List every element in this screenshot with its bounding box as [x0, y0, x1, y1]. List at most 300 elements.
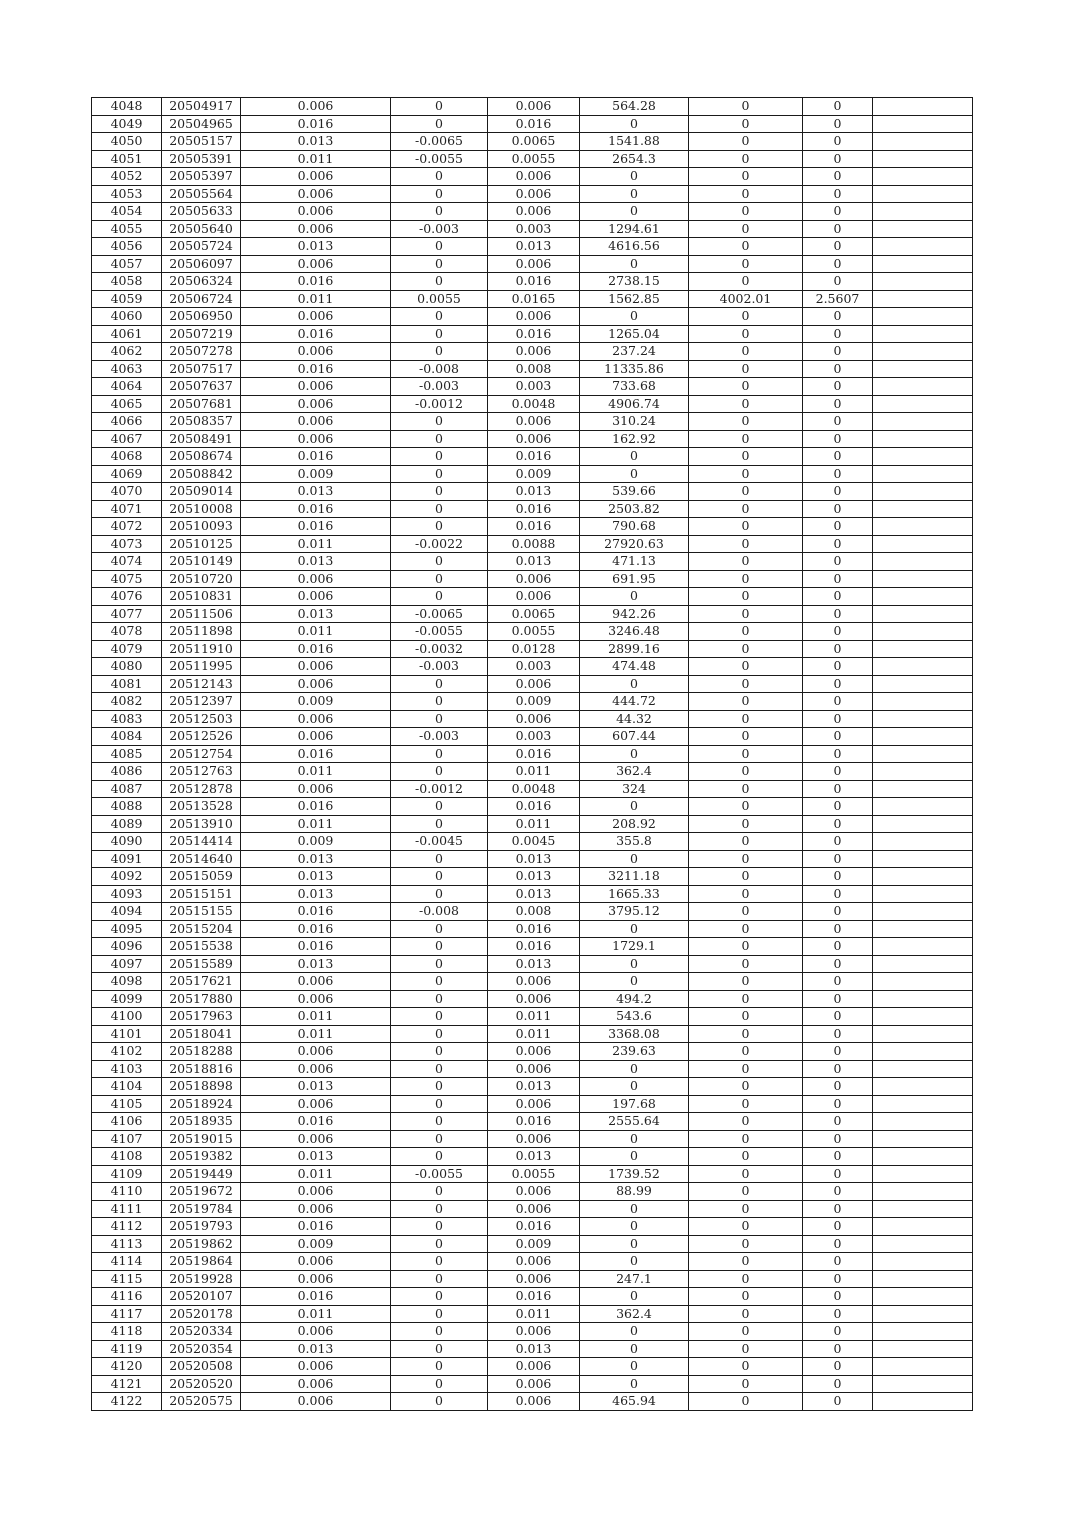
table-cell: 0 — [391, 483, 488, 501]
table-cell: 4107 — [92, 1130, 162, 1148]
table-cell: 4078 — [92, 623, 162, 641]
table-row — [92, 133, 973, 151]
table-cell: 0.006 — [488, 675, 580, 693]
table-cell — [873, 955, 973, 973]
table-cell: 0.011 — [241, 1165, 391, 1183]
table-cell — [873, 833, 973, 851]
table-cell: 20509014 — [162, 483, 241, 501]
table-cell: 0.006 — [241, 168, 391, 186]
table-row — [92, 465, 973, 483]
table-cell: 4092 — [92, 868, 162, 886]
table-cell: 4061 — [92, 325, 162, 343]
table-cell: 0 — [689, 623, 803, 641]
table-cell: 0.006 — [241, 588, 391, 606]
table-cell: 0 — [689, 640, 803, 658]
table-cell: 162.92 — [580, 430, 689, 448]
table-cell: 20515059 — [162, 868, 241, 886]
table-cell: 0 — [803, 588, 873, 606]
table-cell: 0 — [689, 413, 803, 431]
table-cell: 0 — [391, 1218, 488, 1236]
table-cell: 0.0048 — [488, 780, 580, 798]
table-cell: 2738.15 — [580, 273, 689, 291]
table-cell — [873, 535, 973, 553]
table-cell: 0.013 — [241, 553, 391, 571]
table-row — [92, 1270, 973, 1288]
table-cell — [873, 238, 973, 256]
table-cell: 0.013 — [488, 955, 580, 973]
table-cell: 20514414 — [162, 833, 241, 851]
table-cell: 0.006 — [241, 710, 391, 728]
table-cell: 0 — [391, 675, 488, 693]
table-cell — [873, 1200, 973, 1218]
table-cell: 0 — [689, 833, 803, 851]
table-cell: 0.011 — [488, 815, 580, 833]
table-cell: 0.006 — [241, 728, 391, 746]
table-cell: -0.0032 — [391, 640, 488, 658]
table-cell: 4096 — [92, 938, 162, 956]
table-cell: 4064 — [92, 378, 162, 396]
table-row — [92, 1130, 973, 1148]
table-cell: 0.013 — [241, 605, 391, 623]
table-cell: 0 — [391, 1060, 488, 1078]
table-cell: 0 — [689, 658, 803, 676]
table-cell — [873, 1270, 973, 1288]
table-cell: 564.28 — [580, 98, 689, 116]
table-row — [92, 850, 973, 868]
table-row — [92, 1183, 973, 1201]
table-cell: 362.4 — [580, 763, 689, 781]
table-cell — [873, 710, 973, 728]
table-cell: 0 — [803, 535, 873, 553]
table-cell: 0 — [391, 1148, 488, 1166]
table-cell: 0 — [803, 833, 873, 851]
table-cell: 0 — [803, 728, 873, 746]
table-cell: 0 — [689, 1043, 803, 1061]
table-cell: 0 — [803, 518, 873, 536]
table-cell — [873, 815, 973, 833]
table-row — [92, 780, 973, 798]
table-cell — [873, 115, 973, 133]
table-cell — [873, 273, 973, 291]
table-row — [92, 430, 973, 448]
table-cell: 0 — [580, 1323, 689, 1341]
table-cell: 942.26 — [580, 605, 689, 623]
table-cell: 0.006 — [488, 1393, 580, 1411]
table-cell: 0 — [803, 1130, 873, 1148]
table-cell: 0 — [803, 1235, 873, 1253]
table-row — [92, 763, 973, 781]
table-cell: 3368.08 — [580, 1025, 689, 1043]
table-cell: 0 — [391, 500, 488, 518]
table-cell: 20518288 — [162, 1043, 241, 1061]
table-row — [92, 115, 973, 133]
table-cell: 2.5607 — [803, 290, 873, 308]
table-cell: 20517621 — [162, 973, 241, 991]
table-cell: 0 — [803, 955, 873, 973]
table-cell: 0 — [391, 185, 488, 203]
table-cell — [873, 395, 973, 413]
table-cell — [873, 150, 973, 168]
table-cell: 20514640 — [162, 850, 241, 868]
table-cell: 0.006 — [241, 1358, 391, 1376]
table-cell: 0.016 — [241, 115, 391, 133]
table-cell: 0 — [689, 168, 803, 186]
table-cell: 0.011 — [488, 763, 580, 781]
table-cell: 4062 — [92, 343, 162, 361]
table-cell: 1562.85 — [580, 290, 689, 308]
table-cell: 0 — [803, 1200, 873, 1218]
table-cell — [873, 360, 973, 378]
table-cell: 0 — [803, 168, 873, 186]
table-cell: 0 — [391, 343, 488, 361]
table-cell — [873, 623, 973, 641]
table-cell: 0 — [803, 850, 873, 868]
table-cell: 0.016 — [488, 745, 580, 763]
table-cell: 20520508 — [162, 1358, 241, 1376]
table-row — [92, 903, 973, 921]
table-cell: 4072 — [92, 518, 162, 536]
table-cell: 0 — [689, 1078, 803, 1096]
table-cell: 20518816 — [162, 1060, 241, 1078]
table-cell: 0 — [689, 430, 803, 448]
table-cell: 0 — [689, 115, 803, 133]
table-cell: 0 — [803, 255, 873, 273]
table-cell: 20512878 — [162, 780, 241, 798]
table-cell — [873, 780, 973, 798]
table-cell: 4097 — [92, 955, 162, 973]
table-body — [92, 98, 973, 1411]
table-cell: 0 — [391, 448, 488, 466]
table-row — [92, 1235, 973, 1253]
table-cell: 0 — [803, 1253, 873, 1271]
table-cell: 4906.74 — [580, 395, 689, 413]
table-cell: 0 — [689, 973, 803, 991]
table-cell: 4084 — [92, 728, 162, 746]
table-cell: 20510125 — [162, 535, 241, 553]
table-row — [92, 1253, 973, 1271]
table-row — [92, 1008, 973, 1026]
table-cell: 0.006 — [488, 1183, 580, 1201]
table-cell: 0.013 — [488, 868, 580, 886]
table-cell: 4105 — [92, 1095, 162, 1113]
table-cell: 0.0055 — [488, 623, 580, 641]
table-cell: 0.016 — [241, 448, 391, 466]
table-cell: 0 — [689, 1113, 803, 1131]
table-cell: 0 — [689, 1148, 803, 1166]
table-cell: 0.0048 — [488, 395, 580, 413]
table-row — [92, 938, 973, 956]
table-cell: 0 — [803, 920, 873, 938]
table-cell: 0.013 — [241, 238, 391, 256]
table-cell: 0 — [391, 465, 488, 483]
table-cell — [873, 448, 973, 466]
table-cell: 0 — [391, 570, 488, 588]
table-cell: 0 — [803, 1113, 873, 1131]
table-cell: 0 — [803, 273, 873, 291]
table-cell: 0.006 — [488, 588, 580, 606]
table-cell — [873, 220, 973, 238]
table-cell: 0 — [580, 1375, 689, 1393]
table-cell: 0.016 — [488, 115, 580, 133]
table-cell: 0.006 — [241, 658, 391, 676]
table-cell: 0 — [689, 1340, 803, 1358]
table-cell: -0.0055 — [391, 1165, 488, 1183]
table-row — [92, 1375, 973, 1393]
table-cell: 0.006 — [488, 990, 580, 1008]
table-cell — [873, 868, 973, 886]
table-cell: 0 — [803, 798, 873, 816]
table-cell: 0 — [689, 255, 803, 273]
table-cell: 4087 — [92, 780, 162, 798]
table-cell: 4115 — [92, 1270, 162, 1288]
table-cell: 0.013 — [488, 885, 580, 903]
table-cell: -0.0012 — [391, 780, 488, 798]
table-cell: 4086 — [92, 763, 162, 781]
table-cell: -0.0055 — [391, 623, 488, 641]
table-cell — [873, 1375, 973, 1393]
table-cell: 0.006 — [488, 413, 580, 431]
table-cell: 0.016 — [488, 518, 580, 536]
table-cell: 0.0128 — [488, 640, 580, 658]
table-cell — [873, 605, 973, 623]
table-cell: 0 — [580, 465, 689, 483]
table-cell: 4091 — [92, 850, 162, 868]
table-cell: 4048 — [92, 98, 162, 116]
table-cell: 0 — [689, 1095, 803, 1113]
table-row — [92, 325, 973, 343]
table-cell: 4120 — [92, 1358, 162, 1376]
table-cell: 20507219 — [162, 325, 241, 343]
table-cell — [873, 1323, 973, 1341]
table-row — [92, 815, 973, 833]
table-cell: 20520178 — [162, 1305, 241, 1323]
table-cell: 0 — [803, 815, 873, 833]
table-cell: 0 — [391, 1253, 488, 1271]
table-cell: 0 — [803, 1008, 873, 1026]
table-cell: 20512526 — [162, 728, 241, 746]
table-cell: 20519015 — [162, 1130, 241, 1148]
table-cell: 0 — [689, 500, 803, 518]
table-cell: 0.006 — [241, 220, 391, 238]
table-row — [92, 1165, 973, 1183]
table-cell: 0 — [391, 1025, 488, 1043]
table-cell: 20519672 — [162, 1183, 241, 1201]
table-cell: 0 — [689, 1305, 803, 1323]
table-cell: 0.011 — [241, 623, 391, 641]
table-row — [92, 1113, 973, 1131]
table-cell: 0.006 — [488, 1060, 580, 1078]
table-cell: 0.006 — [241, 1270, 391, 1288]
table-cell — [873, 553, 973, 571]
table-row — [92, 1323, 973, 1341]
table-cell: 0.016 — [241, 640, 391, 658]
table-row — [92, 885, 973, 903]
table-cell: 0 — [391, 1043, 488, 1061]
table-cell: 4063 — [92, 360, 162, 378]
table-cell: 0.011 — [241, 535, 391, 553]
table-cell: 0.013 — [488, 238, 580, 256]
table-cell: 539.66 — [580, 483, 689, 501]
table-cell: 0.016 — [241, 938, 391, 956]
table-cell: 0.006 — [488, 308, 580, 326]
table-cell: 0 — [580, 448, 689, 466]
table-cell: 20510008 — [162, 500, 241, 518]
table-row — [92, 518, 973, 536]
table-cell: 0 — [391, 815, 488, 833]
table-row — [92, 203, 973, 221]
table-cell: 0 — [689, 133, 803, 151]
table-cell: 0.006 — [241, 1200, 391, 1218]
table-cell: 0 — [689, 220, 803, 238]
table-cell: 0.0165 — [488, 290, 580, 308]
table-cell: 20515538 — [162, 938, 241, 956]
table-row — [92, 413, 973, 431]
table-cell: 0 — [580, 1078, 689, 1096]
table-cell: 20515151 — [162, 885, 241, 903]
table-cell: 4081 — [92, 675, 162, 693]
table-cell: 0 — [580, 1288, 689, 1306]
table-cell: 0 — [689, 1393, 803, 1411]
table-row — [92, 588, 973, 606]
table-cell: 0.006 — [488, 203, 580, 221]
table-cell: 0 — [391, 885, 488, 903]
table-cell: 0.006 — [241, 255, 391, 273]
table-cell: 0.006 — [241, 675, 391, 693]
table-cell: 4088 — [92, 798, 162, 816]
table-cell: 20520107 — [162, 1288, 241, 1306]
table-cell: 4112 — [92, 1218, 162, 1236]
table-cell — [873, 728, 973, 746]
table-row — [92, 605, 973, 623]
table-cell: 0 — [391, 1113, 488, 1131]
table-cell: 0 — [391, 168, 488, 186]
table-cell: 0 — [689, 238, 803, 256]
table-cell: 0 — [391, 1270, 488, 1288]
table-cell: 3795.12 — [580, 903, 689, 921]
table-row — [92, 833, 973, 851]
table-row — [92, 1148, 973, 1166]
table-cell: 4110 — [92, 1183, 162, 1201]
table-cell: 0 — [689, 920, 803, 938]
table-cell: 0.016 — [241, 518, 391, 536]
table-cell: 0.016 — [488, 1113, 580, 1131]
table-cell: 0.016 — [488, 920, 580, 938]
table-cell: 0 — [391, 98, 488, 116]
table-cell: 0 — [391, 325, 488, 343]
table-cell: 465.94 — [580, 1393, 689, 1411]
table-cell: 0 — [803, 710, 873, 728]
table-cell: 0 — [689, 868, 803, 886]
table-cell: 0 — [391, 1288, 488, 1306]
table-row — [92, 448, 973, 466]
table-cell: 0.009 — [241, 693, 391, 711]
table-cell: 0 — [689, 903, 803, 921]
table-cell: -0.0012 — [391, 395, 488, 413]
table-cell: 0 — [580, 1200, 689, 1218]
table-cell: 20505724 — [162, 238, 241, 256]
table-cell: 2503.82 — [580, 500, 689, 518]
table-cell: 0 — [803, 308, 873, 326]
table-cell: 0 — [391, 1358, 488, 1376]
table-cell: 0.016 — [488, 938, 580, 956]
table-cell: 1294.61 — [580, 220, 689, 238]
table-cell: 0 — [689, 815, 803, 833]
table-cell: 0 — [580, 850, 689, 868]
table-cell: 0.0088 — [488, 535, 580, 553]
table-cell: 4053 — [92, 185, 162, 203]
table-row — [92, 1305, 973, 1323]
table-cell: 4098 — [92, 973, 162, 991]
table-cell: 0 — [391, 1183, 488, 1201]
table-cell: 4056 — [92, 238, 162, 256]
table-cell: 0 — [391, 1008, 488, 1026]
table-cell — [873, 640, 973, 658]
table-cell: 1665.33 — [580, 885, 689, 903]
table-row — [92, 343, 973, 361]
table-cell: 4116 — [92, 1288, 162, 1306]
table-cell: 20515204 — [162, 920, 241, 938]
data-table — [91, 97, 973, 1411]
table-cell: 0.016 — [488, 798, 580, 816]
table-cell: 0 — [689, 1358, 803, 1376]
table-cell: 0 — [391, 115, 488, 133]
table-cell: 0 — [689, 990, 803, 1008]
table-cell — [873, 1393, 973, 1411]
table-cell: 0.006 — [488, 1323, 580, 1341]
table-cell: 0.006 — [241, 98, 391, 116]
table-cell: 0.006 — [488, 168, 580, 186]
table-cell: 44.32 — [580, 710, 689, 728]
table-cell: 20519862 — [162, 1235, 241, 1253]
table-row — [92, 168, 973, 186]
table-row — [92, 360, 973, 378]
table-row — [92, 308, 973, 326]
table-cell: 0 — [689, 1323, 803, 1341]
table-cell: 208.92 — [580, 815, 689, 833]
table-cell: 0 — [803, 1148, 873, 1166]
table-row — [92, 955, 973, 973]
table-cell: 4099 — [92, 990, 162, 1008]
table-cell: 0 — [803, 903, 873, 921]
table-cell — [873, 798, 973, 816]
table-cell: 0 — [803, 693, 873, 711]
table-cell: 0 — [803, 220, 873, 238]
table-cell: 0 — [803, 938, 873, 956]
table-cell: 0.006 — [488, 1200, 580, 1218]
table-cell: 0 — [391, 203, 488, 221]
table-row — [92, 220, 973, 238]
table-cell: 20504917 — [162, 98, 241, 116]
table-cell: 0.011 — [241, 290, 391, 308]
table-cell: 4109 — [92, 1165, 162, 1183]
table-cell: 0 — [803, 623, 873, 641]
table-cell: 0 — [803, 780, 873, 798]
table-row — [92, 255, 973, 273]
table-cell: 4055 — [92, 220, 162, 238]
table-cell: 0.016 — [241, 1288, 391, 1306]
table-cell — [873, 1218, 973, 1236]
table-cell: 0.006 — [488, 1253, 580, 1271]
table-cell: 0.013 — [241, 868, 391, 886]
table-cell: 0.003 — [488, 220, 580, 238]
table-cell: 0 — [689, 325, 803, 343]
table-cell: 20520520 — [162, 1375, 241, 1393]
table-cell: 0.006 — [488, 255, 580, 273]
table-cell — [873, 990, 973, 1008]
table-cell: 197.68 — [580, 1095, 689, 1113]
table-row — [92, 273, 973, 291]
table-cell: 0.006 — [488, 1130, 580, 1148]
